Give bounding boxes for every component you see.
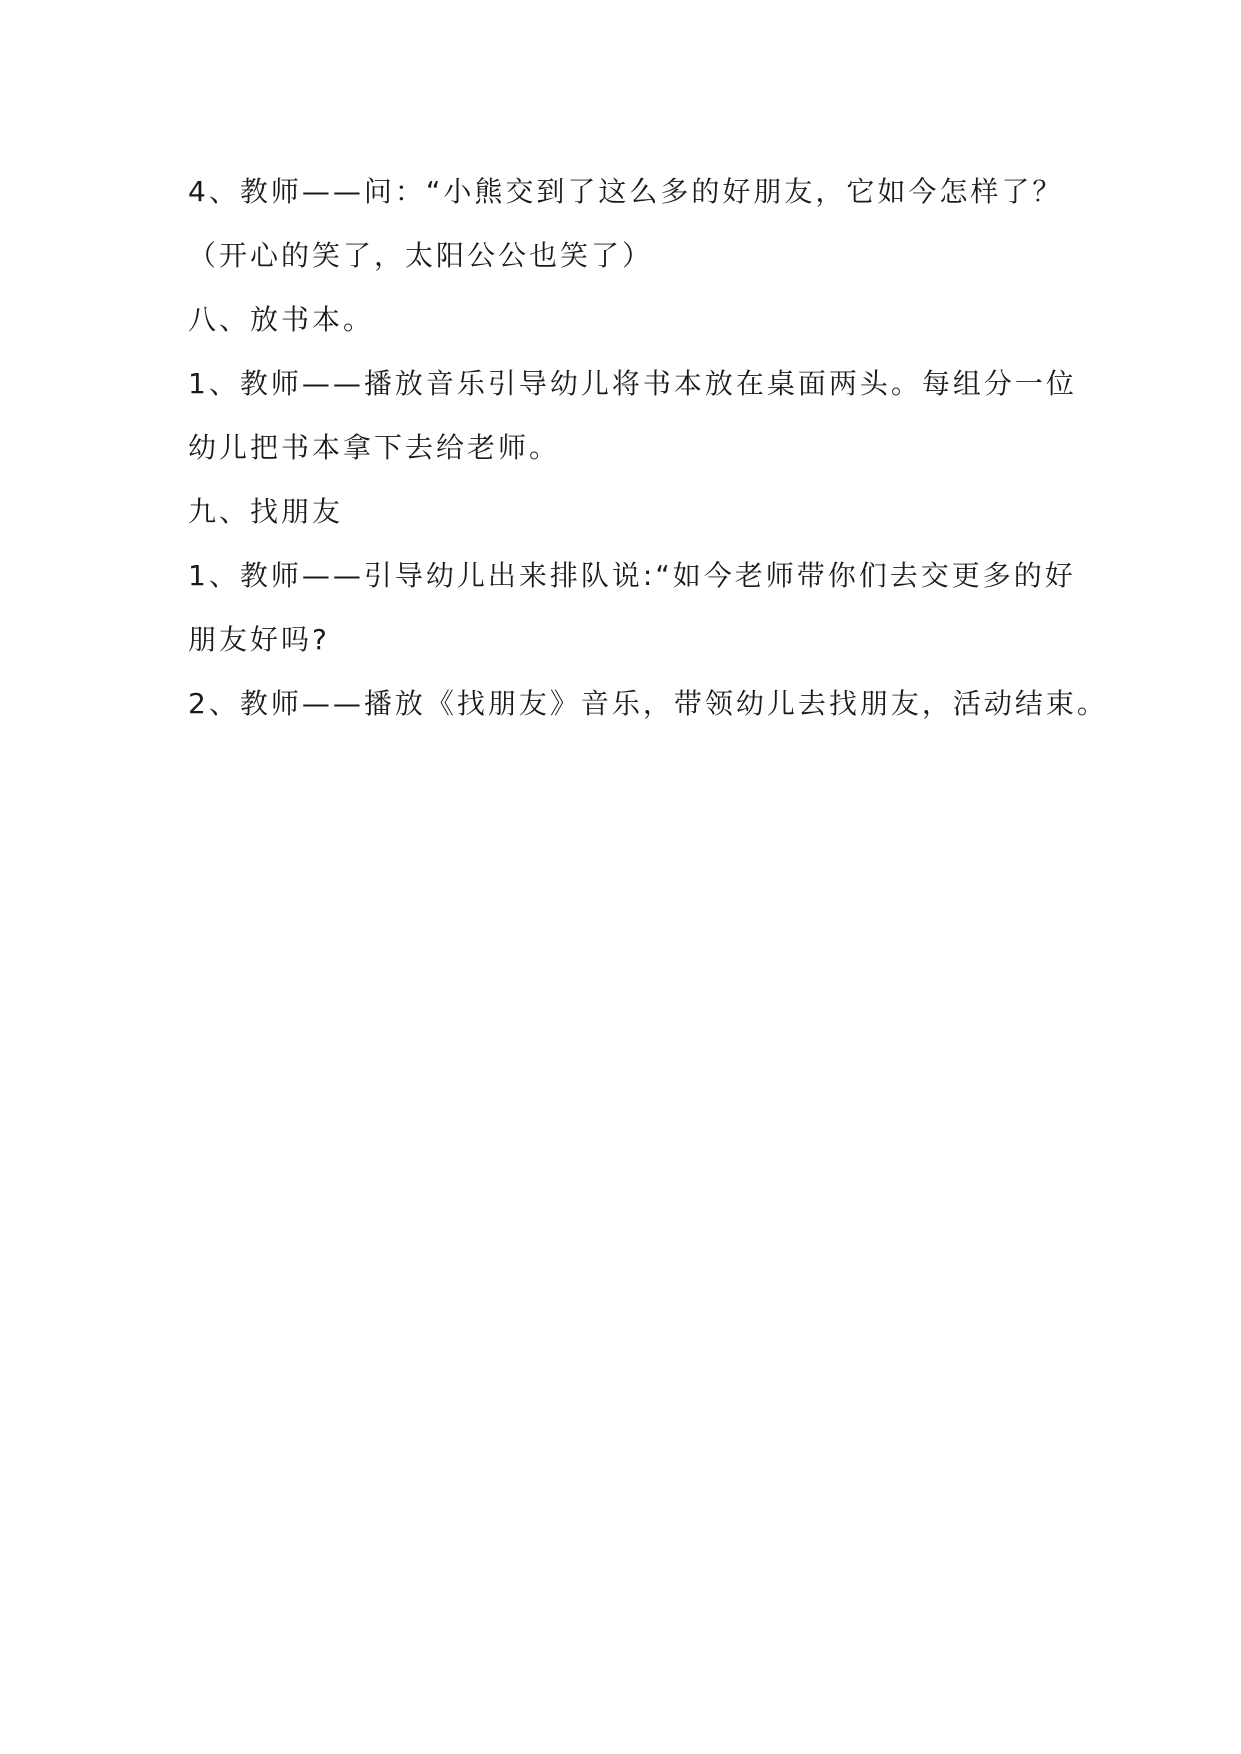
document-body — [188, 160, 1108, 736]
section-9-step-1: 1、教师——引导幼儿出来排队说:“如今老师带你们去交更多的好 — [188, 559, 1076, 592]
section-9-step-1-continued: 朋友好吗? — [188, 623, 330, 656]
step-4-question: 4、教师——问：“小熊交到了这么多的好朋友，它如今怎样了？ — [188, 175, 1064, 208]
section-8-step-1-continued: 幼儿把书本拿下去给老师。 — [188, 431, 561, 464]
section-9-step-2: 2、教师——播放《找朋友》音乐，带领幼儿去找朋友，活动结束。 — [188, 687, 1108, 720]
step-4-answer: （开心的笑了，太阳公公也笑了） — [188, 239, 654, 272]
section-9-heading: 九、找朋友 — [188, 495, 344, 528]
section-8-step-1: 1、教师——播放音乐引导幼儿将书本放在桌面两头。每组分一位 — [188, 367, 1077, 400]
section-8-heading: 八、放书本。 — [188, 303, 375, 336]
